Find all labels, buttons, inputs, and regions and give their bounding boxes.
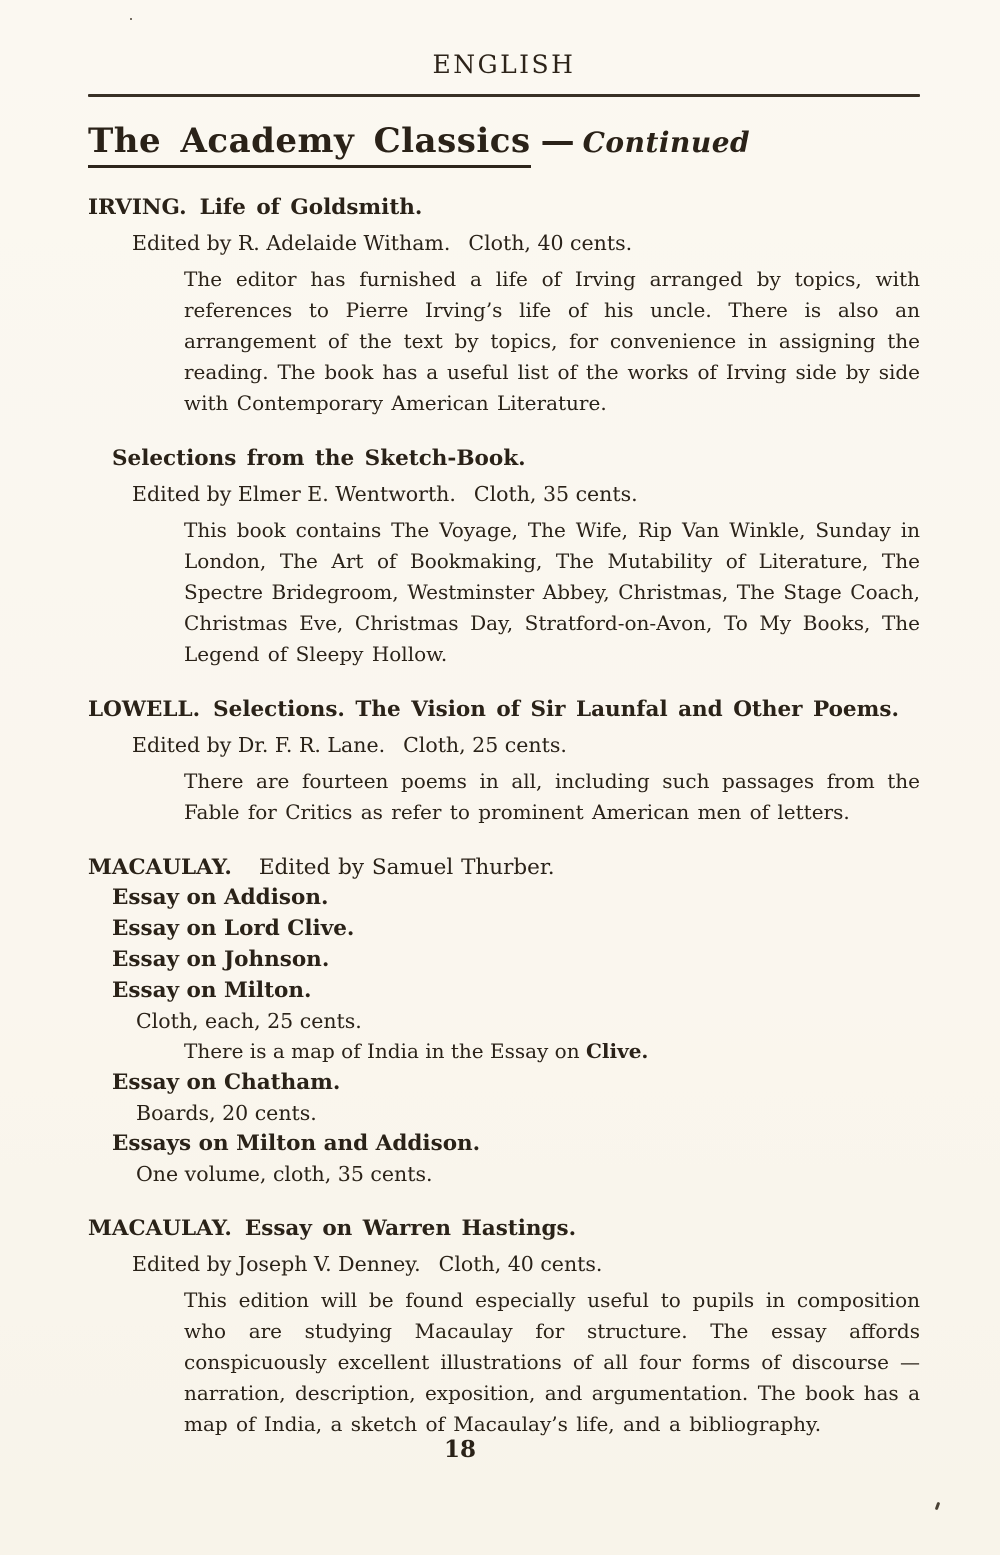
price-text: Boards, 20 cents. [136, 1101, 317, 1126]
entry-description: There are fourteen poems in all, including such passages from the Fable for Critics as refer to prominent American men of letters. [184, 769, 920, 825]
entry-irving-goldsmith [88, 193, 920, 419]
editor-text: Edited by R. Adelaide Witham. [132, 231, 451, 256]
essay-title-chatham: Essay on Chatham. [112, 1070, 341, 1096]
entry-description: This edition will be found especially useful to pupils in composition who are studying Macaulay for structure. The essay affords conspicuously excellent illustrations of all four forms of discourse — narration, description, exposition, and argumentation. The book has a map of India, a sketch of Macaulay’s life, and a bibliography. [184, 1288, 920, 1437]
essay-title-lord-clive: Essay on Lord Clive. [112, 916, 355, 942]
editor-line [132, 229, 920, 257]
price-text: One volume, cloth, 35 cents. [136, 1162, 433, 1187]
price-text: Cloth, 40 cents. [468, 231, 633, 256]
price-text: Cloth, 40 cents. [438, 1252, 603, 1277]
price-text: Cloth, 25 cents. [403, 733, 567, 758]
editor-line [132, 480, 920, 508]
entry-lowell-launfal [88, 695, 920, 828]
editor-text: Edited by Samuel Thurber. [258, 855, 555, 881]
editor-text: Edited by Dr. F. R. Lane. [132, 733, 386, 758]
entry-author: LOWELL. [88, 697, 201, 723]
map-note-bold: Clive. [585, 1039, 649, 1064]
editor-text: Edited by Elmer E. Wentworth. [132, 482, 456, 507]
entry-heading [88, 853, 920, 882]
scan-speck [130, 18, 132, 20]
map-note [184, 1036, 920, 1067]
entry-work-title: Essay on Warren Hastings. [244, 1216, 577, 1242]
section-title [88, 123, 920, 168]
map-note-text: There is a map of India in the Essay on [184, 1039, 586, 1064]
editor-text: Edited by Joseph V. Denney. [132, 1252, 421, 1277]
section-title-dash: — [540, 121, 575, 161]
entry-sketch-book [88, 444, 920, 670]
entry-macaulay-hastings [88, 1214, 920, 1440]
essay-title-milton: Essay on Milton. [112, 978, 312, 1004]
entry-description: The editor has furnished a life of Irving arranged by topics, with references to Pierre Irving’s life of his uncle. There is also an arrangement of the text by topics, for convenience in assigning the reading. The book has a useful list of the works of Irving side by side with Contemporary American Literature. [184, 267, 920, 416]
entry-macaulay-essays [88, 853, 920, 1189]
entry-author: MACAULAY. [88, 1216, 232, 1242]
editor-line [132, 1250, 920, 1278]
entry-description: This book contains The Voyage, The Wife, Rip Van Winkle, Sunday in London, The Art of Bookmaking, The Mutability of Literature, The Spectre Bridegroom, Westminster Abbey, Christmas, The Stage Coach, Christmas Eve, Christmas Day, Stratford-on-Avon, To My Books, The Legend of Sleepy Hollow. [184, 518, 920, 667]
entry-heading [88, 193, 920, 222]
entry-heading [88, 695, 920, 724]
running-head: ENGLISH [432, 50, 576, 79]
scan-speck [935, 1502, 941, 1511]
entry-work-title: Selections. The Vision of Sir Launfal and Other Poems. [213, 697, 899, 723]
section-title-continued: Continued [582, 126, 751, 159]
page-number: 18 [443, 1436, 476, 1463]
entry-work-title: Life of Goldsmith. [199, 195, 423, 221]
entry-heading [112, 444, 920, 473]
section-title-text: The Academy Classics [88, 123, 531, 168]
header-rule [88, 94, 920, 97]
entry-author: MACAULAY. [88, 855, 232, 881]
entry-work-title: Selections from the Sketch-Book. [112, 446, 526, 472]
essay-title-addison: Essay on Addison. [112, 885, 329, 911]
entry-author: IRVING. [88, 195, 187, 221]
price-text: Cloth, each, 25 cents. [136, 1009, 362, 1034]
editor-line [132, 731, 920, 759]
essay-title-johnson: Essay on Johnson. [112, 947, 330, 973]
price-text: Cloth, 35 cents. [473, 482, 638, 507]
essay-title-milton-addison: Essays on Milton and Addison. [112, 1131, 481, 1157]
entry-heading [88, 1214, 920, 1243]
